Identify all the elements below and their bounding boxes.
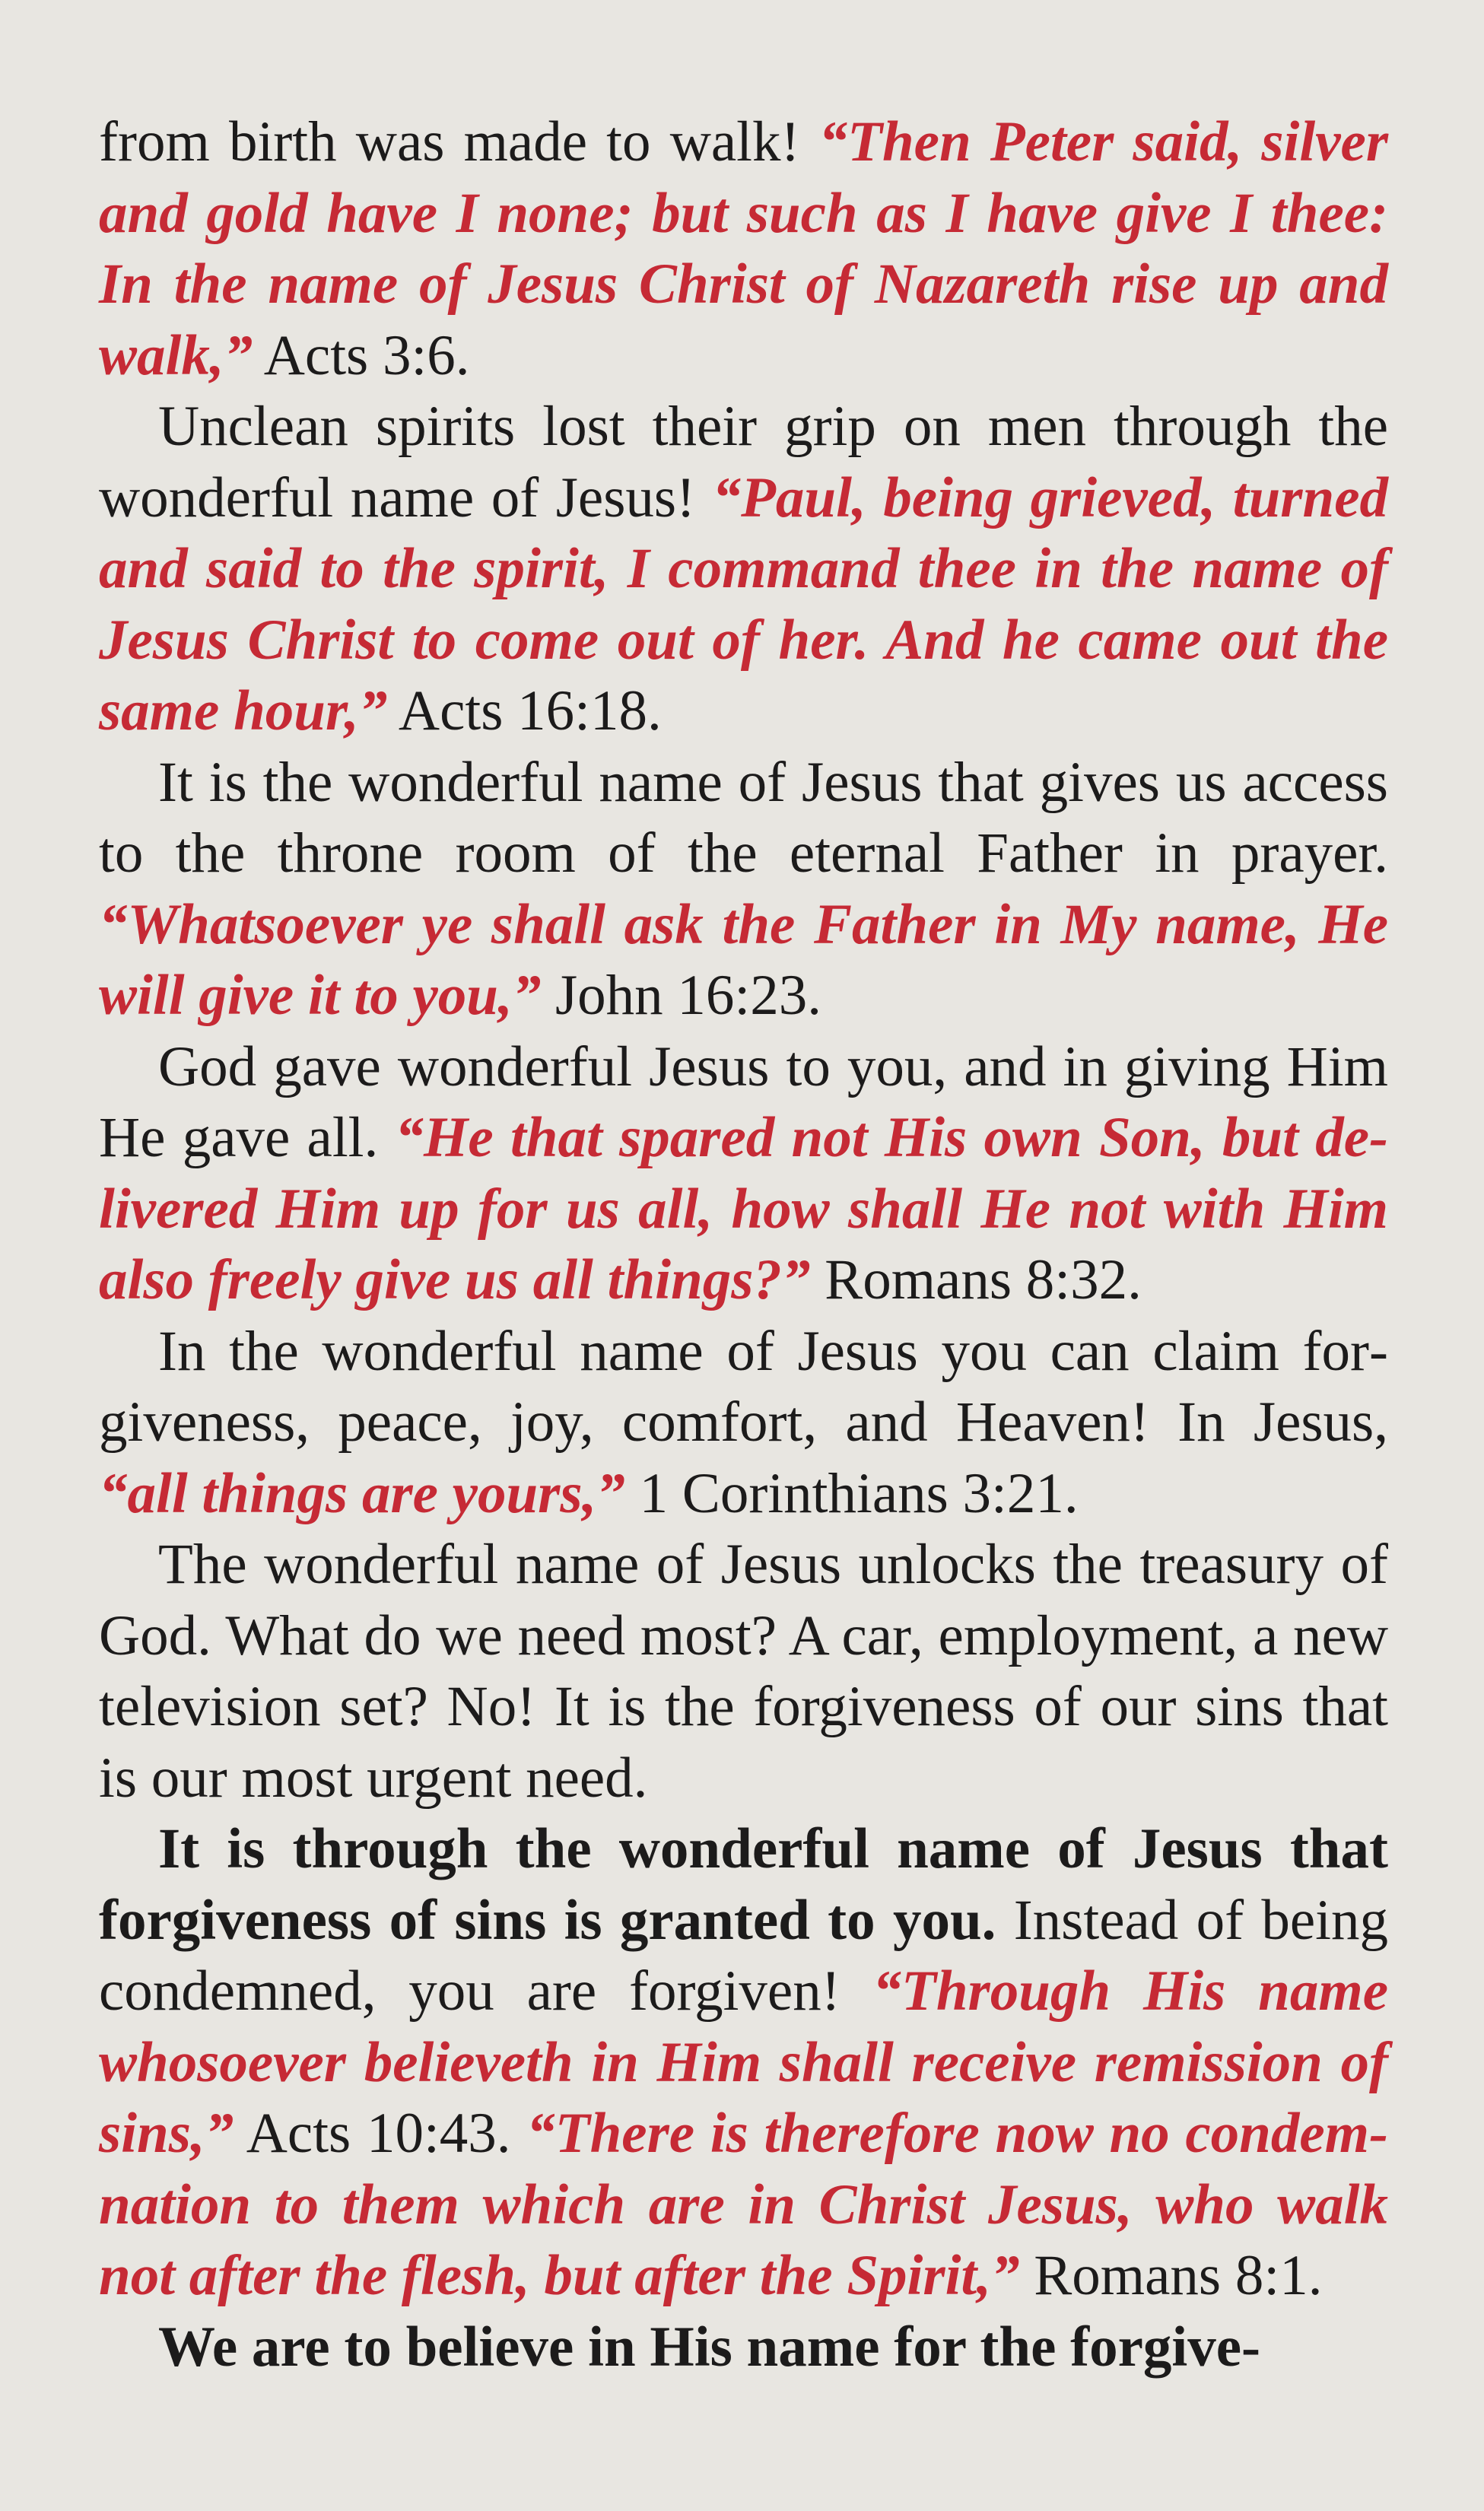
body-text: God gave wonderful Jesus to you, and in giving Him He gave all.: [99, 1035, 1388, 1169]
paragraph: [99, 391, 1388, 747]
scripture-quote: “There is therefore now no condemnation to them which are in Christ Jesus, who walk not after the flesh, but after the Spirit,”: [99, 2102, 1388, 2307]
body-text: The wonderful name of Jesus unlocks the treasury of God. What do we need most? A car, employment, a new television set? No! It is the forgiveness of our sins that is our most urgent need.: [99, 1533, 1388, 1810]
scripture-reference: John 16:23.: [541, 964, 821, 1027]
book-page: [99, 106, 1388, 2382]
paragraph: [99, 1316, 1388, 1530]
paragraph: [99, 747, 1388, 1031]
body-text: It is the wonderful name of Jesus that gives us access to the throne room of the eternal Father in prayer.: [99, 750, 1388, 885]
scripture-reference: Acts 16:18.: [387, 679, 662, 742]
scripture-quote: “Through His name whosoever believeth in Him shall receive remission of sins,”: [99, 1960, 1388, 2165]
paragraph: [99, 1031, 1388, 1316]
scripture-quote: “He that spared not His own Son, but delivered Him up for us all, how shall He not with Him also freely give us all things?”: [99, 1106, 1388, 1311]
scripture-reference: Romans 8:32.: [810, 1248, 1142, 1311]
paragraph: [99, 2312, 1388, 2383]
body-text: In the wonderful name of Jesus you can claim forgiveness, peace, joy, comfort, and Heaven! In Jesus,: [99, 1319, 1388, 1454]
scripture-reference: Romans 8:1.: [1019, 2244, 1323, 2307]
paragraph: [99, 1529, 1388, 1813]
emphasized-text: We are to believe in His name for the forgive-: [158, 2315, 1260, 2379]
scripture-reference: Acts 3:6.: [253, 323, 470, 387]
emphasized-text: It is through the wonderful name of Jesus that forgiveness of sins is granted to you.: [99, 1817, 1388, 1952]
paragraph: [99, 106, 1388, 391]
scripture-reference: 1 Corinthians 3:21.: [624, 1461, 1079, 1525]
scripture-quote: “all things are yours,”: [99, 1461, 625, 1525]
body-text: Instead of being condemned, you are forgiven!: [99, 1888, 1388, 2023]
scripture-reference: Acts 10:43.: [234, 2102, 527, 2165]
scripture-quote: “Paul, being grieved, turned and said to the spirit, I command thee in the name of Jesus Christ to come out of her. And he came out the same hour,”: [99, 466, 1388, 742]
scripture-quote: “Whatsoever ye shall ask the Father in My name, He will give it to you,”: [99, 892, 1388, 1027]
body-text: Unclean spirits lost their grip on men through the wonderful name of Jesus!: [99, 395, 1388, 529]
body-text: from birth was made to walk!: [99, 110, 819, 173]
paragraph: [99, 1813, 1388, 2312]
scripture-quote: “Then Peter said, silver and gold have I none; but such as I have give I thee: In the name of Jesus Christ of Nazareth rise up and walk,”: [99, 110, 1389, 387]
